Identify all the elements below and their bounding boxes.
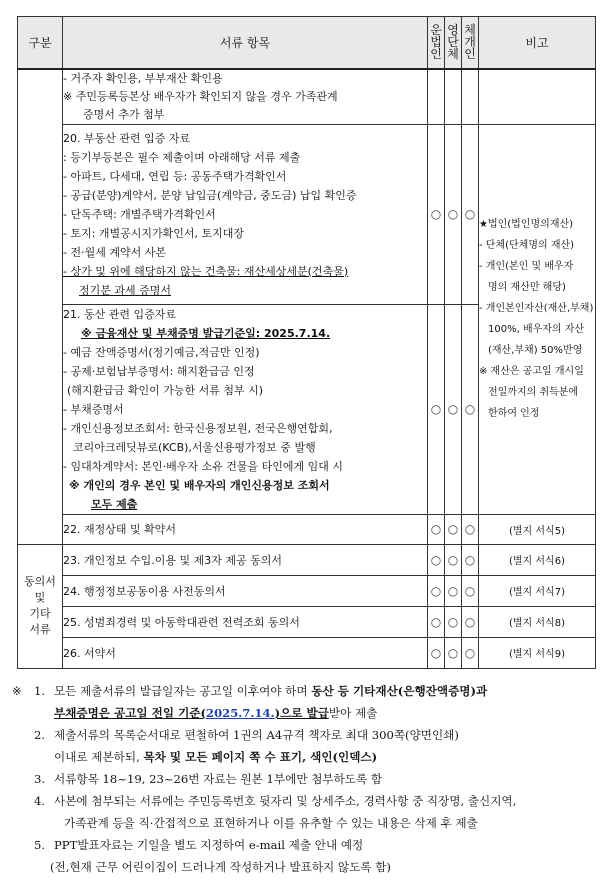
footnote-text: PPT발표자료는 기일을 별도 지정하여 e-mail 제출 안내 예정 — [54, 838, 364, 852]
header-corp-c1: 운 — [430, 23, 442, 38]
footnote-3 — [12, 768, 602, 790]
item-line: - 아파트, 다세대, 연립 등: 공동주택가격확인서 — [63, 169, 287, 183]
footnote-text: 모든 제출서류의 발급일자는 공고일 이후여야 하며 — [54, 684, 312, 698]
footnote-4 — [12, 790, 602, 812]
check-mark: ○ — [428, 606, 445, 637]
note-line: - 개인본인자산(재산,부채) — [479, 303, 594, 314]
footnote-emphasis: 목차 및 모든 페이지 쪽 수 표기, 색인(인덱스) — [143, 750, 378, 764]
category-line: 서류 — [29, 623, 51, 636]
footnote-text: 사본에 첨부되는 서류에는 주민등록번호 뒷자리 및 상세주소, 경력사항 중 직장명, 출신지역, — [54, 794, 517, 808]
footnote-number: 5. — [34, 838, 46, 852]
check-mark: ○ — [428, 637, 445, 668]
check-mark: ○ — [462, 606, 479, 637]
item-title: 20. 부동산 관련 입증 자료 — [63, 131, 191, 145]
header-indiv-c2: 인 — [464, 47, 476, 62]
item-line: - 상가 및 위에 해당하지 않는 건축물: 재산세상세분(건축물) — [63, 264, 349, 278]
item-line: - 공제·보험납부증명서: 해지환급금 인정 — [63, 364, 255, 378]
item-line: - 부채증명서 — [63, 402, 124, 416]
check-mark: ○ — [445, 637, 462, 668]
row-continuation-items — [63, 69, 428, 125]
footnote-number: 2. — [34, 728, 46, 742]
check-mark: ○ — [428, 514, 445, 544]
header-group-c3: 체 — [447, 47, 459, 62]
check-cell — [428, 69, 445, 125]
header-row — [18, 17, 596, 69]
row-24-remark: (별지 서식7) — [479, 575, 596, 606]
item-line: - 거주자 확인용, 부부재산 확인용 — [63, 71, 223, 85]
check-cell — [445, 69, 462, 125]
footnote-number: 3. — [34, 772, 46, 786]
row-22 — [18, 514, 596, 544]
item-line: - 토지: 개별공시지가확인서, 토지대장 — [63, 226, 245, 240]
check-mark: ○ — [445, 575, 462, 606]
note-line: - 개인(본인 및 배우자 — [479, 261, 574, 272]
check-mark: ○ — [428, 124, 445, 304]
footnote-text: 가족관계 등을 직·간접적으로 표현하거나 이를 유추할 수 있는 내용은 삭제 후 제출 — [64, 816, 478, 830]
note-line: 한하여 인정 — [488, 408, 540, 419]
row-20-items — [63, 124, 428, 304]
footnote-2 — [12, 724, 602, 746]
check-mark: ○ — [462, 514, 479, 544]
note-line: ★법인(법인명의재산) — [479, 219, 574, 230]
check-mark: ○ — [445, 124, 462, 304]
item-line: - 예금 잔액증명서(정기예금,적금만 인정) — [63, 345, 260, 359]
footnote-emphasis: )으로 발급 — [274, 706, 329, 720]
row-21-items — [63, 304, 428, 514]
note-line: - 단체(단체명의 재산) — [479, 240, 575, 251]
item-line: 정기분 과세 증명서 — [79, 283, 172, 297]
row-25 — [18, 606, 596, 637]
row-24 — [18, 575, 596, 606]
item-line: 모두 제출 — [91, 497, 138, 511]
category-line: 동의서 — [24, 575, 56, 588]
item-line: (해지환급금 확인이 가능한 서류 첨부 시) — [67, 383, 264, 397]
check-mark: ○ — [462, 575, 479, 606]
row-continuation — [18, 69, 596, 125]
item-line: - 개인신용정보조회서: 한국신용정보원, 전국은행연합회, — [63, 421, 333, 435]
check-mark: ○ — [462, 304, 479, 514]
note-line: 100%, 배우자의 자산 — [488, 324, 585, 335]
check-mark: ○ — [428, 575, 445, 606]
footnote-1 — [12, 680, 602, 702]
row-22-label: 22. 재정상태 및 확약서 — [63, 514, 428, 544]
footnote-text: 이내로 제본하되, — [54, 750, 144, 764]
document-table — [17, 16, 596, 669]
row-24-label: 24. 행정정보공동이용 사전동의서 — [63, 575, 428, 606]
footnote-date: 2025.7.14. — [206, 706, 275, 720]
row-23-label: 23. 개인정보 수입.이용 및 제3자 제공 동의서 — [63, 544, 428, 575]
header-category: 구분 — [18, 17, 63, 69]
item-line: - 단독주택: 개별주택가격확인서 — [63, 207, 216, 221]
category-line: 및 — [34, 591, 46, 604]
header-corp — [428, 17, 445, 69]
header-group-c2: 단 — [447, 35, 459, 50]
item-line: : 등기부등본은 필수 제출이며 아래해당 서류 제출 — [63, 150, 301, 164]
note-property-rules — [479, 124, 596, 514]
footnote-text: 제출서류의 목록순서대로 편철하여 1권의 A4규격 책자로 최대 300쪽(양면인쇄) — [54, 728, 459, 742]
header-group-c1: 영 — [447, 23, 459, 38]
footnote-1-cont — [12, 702, 602, 724]
note-line: ※ 재산은 공고일 개시일 — [479, 366, 584, 377]
row-26 — [18, 637, 596, 668]
item-line: ※ 개인의 경우 본인 및 배우자의 개인신용정보 조회서 — [69, 478, 330, 492]
footnote-text: 서류항목 18~19, 23~26번 자료는 원본 1부에만 첨부하도록 함 — [54, 772, 383, 786]
check-cell — [462, 69, 479, 125]
check-mark: ○ — [445, 304, 462, 514]
row-25-label: 25. 성범죄경력 및 아동학대관련 전력조회 동의서 — [63, 606, 428, 637]
check-mark: ○ — [462, 124, 479, 304]
note-line: (재산,부채) 50%반영 — [488, 345, 583, 356]
header-indiv-c0: 체 — [464, 23, 476, 38]
footnote-emphasis: 동산 등 기타재산(은행잔액증명)과 — [311, 684, 488, 698]
category-consent — [18, 544, 63, 668]
check-mark: ○ — [445, 606, 462, 637]
footnote-5 — [12, 834, 602, 856]
footnote-4-cont — [12, 812, 602, 834]
footnote-text: (전,현재 근무 어린이집이 드러나게 작성하거나 발표하지 않도록 함) — [50, 860, 391, 874]
category-line: 기타 — [29, 607, 51, 620]
category-blank-cell — [18, 69, 63, 545]
item-title: 21. 동산 관련 입증자료 — [63, 307, 176, 321]
row-22-remark: (별지 서식5) — [479, 514, 596, 544]
footnote-2-cont — [12, 746, 602, 768]
item-line: 코리아크레딧뷰로(KCB),서울신용평가정보 중 발행 — [73, 440, 316, 454]
check-mark: ○ — [428, 304, 445, 514]
row-26-remark: (별지 서식9) — [479, 637, 596, 668]
item-line: ※ 금융재산 및 부채증명 발급기준일: 2025.7.14. — [81, 326, 331, 340]
row-23-remark: (별지 서식6) — [479, 544, 596, 575]
header-group — [445, 17, 462, 69]
check-mark: ○ — [462, 637, 479, 668]
footnote-number: 4. — [34, 794, 46, 808]
footnote-5-cont — [12, 856, 602, 878]
header-note: 비고 — [479, 17, 596, 69]
row-26-label: 26. 서약서 — [63, 637, 428, 668]
header-items: 서류 항목 — [63, 17, 428, 69]
footnote-number: 1. — [34, 684, 46, 698]
footnote-emphasis: 부채증명은 공고일 전일 기준( — [54, 706, 206, 720]
item-line: - 임대차계약서: 본인·배우자 소유 건물을 타인에게 임대 시 — [63, 459, 344, 473]
header-corp-c2: 법 — [430, 35, 442, 50]
item-line: ※ 주민등록등본상 배우자가 확인되지 않을 경우 가족관계 — [63, 89, 338, 103]
note-line: 명의 재산만 해당) — [488, 282, 566, 293]
check-mark: ○ — [428, 544, 445, 575]
row-20 — [18, 124, 596, 304]
check-mark: ○ — [445, 544, 462, 575]
header-indiv — [462, 17, 479, 69]
note-cell — [479, 69, 596, 125]
check-mark: ○ — [445, 514, 462, 544]
note-line: 전일까지의 취득분에 — [488, 387, 579, 398]
item-line: 증명서 추가 첨부 — [83, 107, 165, 121]
item-line: - 전·월세 계약서 사본 — [63, 245, 166, 259]
item-line: - 공급(분양)계약서, 분양 납입금(계약금, 중도금) 납입 확인증 — [63, 188, 357, 202]
footnotes — [12, 680, 602, 878]
row-23 — [18, 544, 596, 575]
row-25-remark: (별지 서식8) — [479, 606, 596, 637]
header-corp-c3: 인 — [430, 47, 442, 62]
check-mark: ○ — [462, 544, 479, 575]
footnote-text: 받아 제출 — [328, 706, 378, 720]
footnote-mark: ※ — [12, 684, 22, 698]
header-indiv-c1: 개 — [464, 35, 476, 50]
